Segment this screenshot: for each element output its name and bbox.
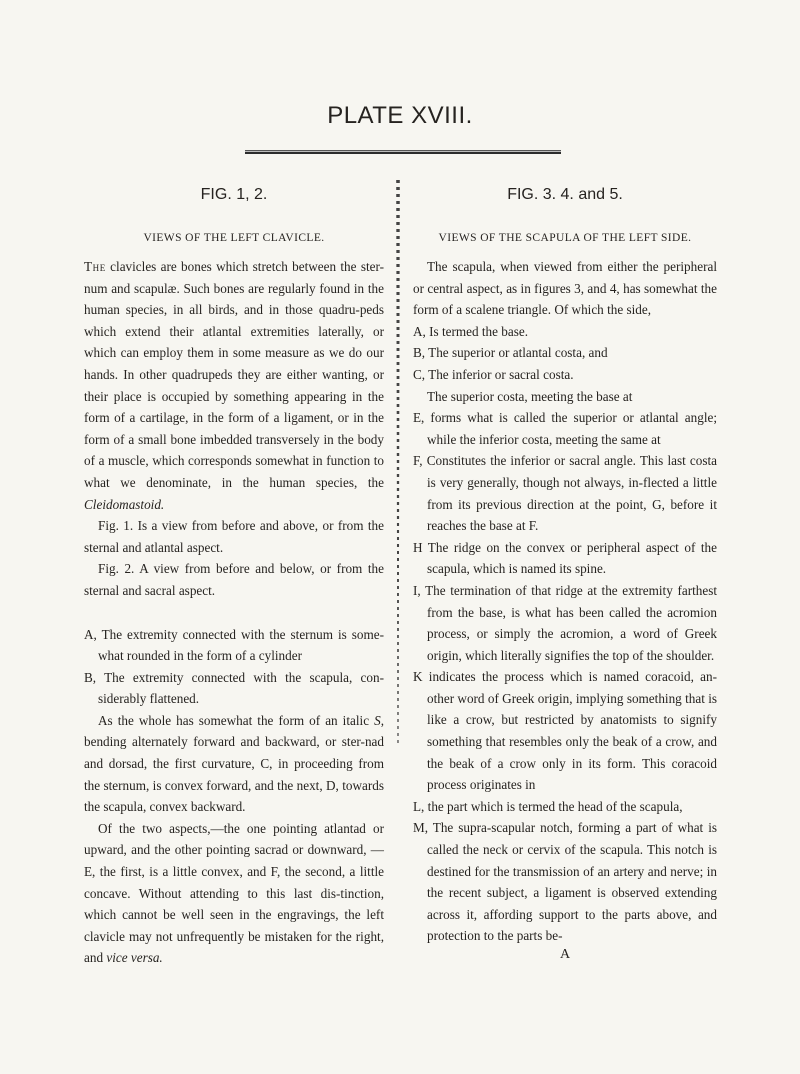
italic-s: S <box>374 712 381 728</box>
left-fig-title: FIG. 1, 2. <box>200 186 268 203</box>
title-rule <box>245 150 561 154</box>
aspects-paragraph: Of the two aspects,—the one pointing atlantad or upward, and the other pointing sacrad or downward, —E, the first, is a little convex, and F, the second, a little concave. Without attending to this last dis-tinction, which cannot be well seen in the engravings, the left clavicle may not unfrequently be mistaken for the right, and vice versa. <box>84 820 384 966</box>
scapula-item-i: I, The termination of that ridge at the extremity farthest from the base, is what has been called the acromion process, or simply the acromion, a word of Greek origin, which literally signifies the top of the shoulder. <box>413 582 717 663</box>
scapula-item-b: B, The superior or atlantal costa, and <box>413 345 608 361</box>
scapula-item-m: M, The supra-scapular notch, forming a part of what is called the neck or cervix of the scapula. This notch is destined for the transmission of an artery and nerve; in the recent subject, a ligament is observed extending across it, affording support to the parts above, and protection to the parts be- <box>413 820 717 944</box>
left-column <box>84 186 384 969</box>
scapula-intro: The scapula, when viewed from either the peripheral or central aspect, as in figures 3, and 4, has somewhat the form of a scalene triangle. Of which the side, <box>413 259 717 318</box>
fig1-caption: Fig. 1. Is a view from before and above, or from the sternal and atlantal aspect. <box>84 518 384 555</box>
right-subtitle: VIEWS OF THE SCAPULA OF THE LEFT SIDE. <box>438 232 692 244</box>
clavicle-intro: The clavicles are bones which stretch between the ster-num and scapulæ. Such bones are regularly found in the human species, in all birds, and in those quadru-peds which extend their atlantal extremities laterally, or which can employ them in some measure as we do our hands. In other quadrupeds they are either wanting, or their place is occupied by something appearing in the form of a cartilage, in the form of a ligament, or in the form of a small bone imbedded transversely in the body of a muscle, which corresponds somewhat in function to what we denominate, in the human species, the Cleidomastoid. <box>84 259 384 512</box>
scapula-item-c: C, The inferior or sacral costa. <box>413 366 574 382</box>
scapula-item-e: E, forms what is called the superior or atlantal angle; while the inferior costa, meeting the same at <box>413 410 717 447</box>
vice-versa-term: vice versa. <box>106 950 163 966</box>
intro-lead-word: The <box>84 259 106 274</box>
italic-s-paragraph: As the whole has somewhat the form of an italic S, bending alternately forward and backward, or ster-nad and dorsad, the first curvature, C, in proceeding from the sternum, is convex forward, and the next, D, towards the scapula, convex backward. <box>84 712 384 815</box>
scapula-item-l: L, the part which is termed the head of the scapula, <box>413 798 683 814</box>
cleidomastoid-term: Cleidomastoid. <box>84 496 165 512</box>
scapula-item-k: K indicates the process which is named coracoid, an-other word of Greek origin, implying something that is like a crow, but restricted by anatomists to signify something that resembles only the beak of a crow, and the beak of a crow only in its form. This coracoid process originates in <box>413 669 717 793</box>
fig2-caption: Fig. 2. A view from before and below, or from the sternal and sacral aspect. <box>84 561 384 598</box>
right-fig-title: FIG. 3. 4. and 5. <box>507 186 623 203</box>
column-divider <box>395 180 401 745</box>
scapula-item-a: A, Is termed the base. <box>413 323 528 339</box>
costa-paragraph: The superior costa, meeting the base at <box>427 388 633 404</box>
catchword: A <box>559 947 571 962</box>
clavicle-item-b: B, The extremity connected with the scapula, con-siderably flattened. <box>84 669 384 707</box>
scapula-item-f: F, Constitutes the inferior or sacral angle. This last costa is very generally, though not always, in-flected a little from its previous direction at the point, G, before it reaches the base at F. <box>413 453 717 534</box>
right-column <box>413 186 717 963</box>
scapula-item-h: H The ridge on the convex or peripheral aspect of the scapula, which is named its spine. <box>413 539 717 577</box>
clavicle-item-a: A, The extremity connected with the sternum is some-what rounded in the form of a cylinder <box>84 626 384 664</box>
plate-title: PLATE XVIII. <box>327 102 473 129</box>
left-subtitle: VIEWS OF THE LEFT CLAVICLE. <box>143 232 325 244</box>
